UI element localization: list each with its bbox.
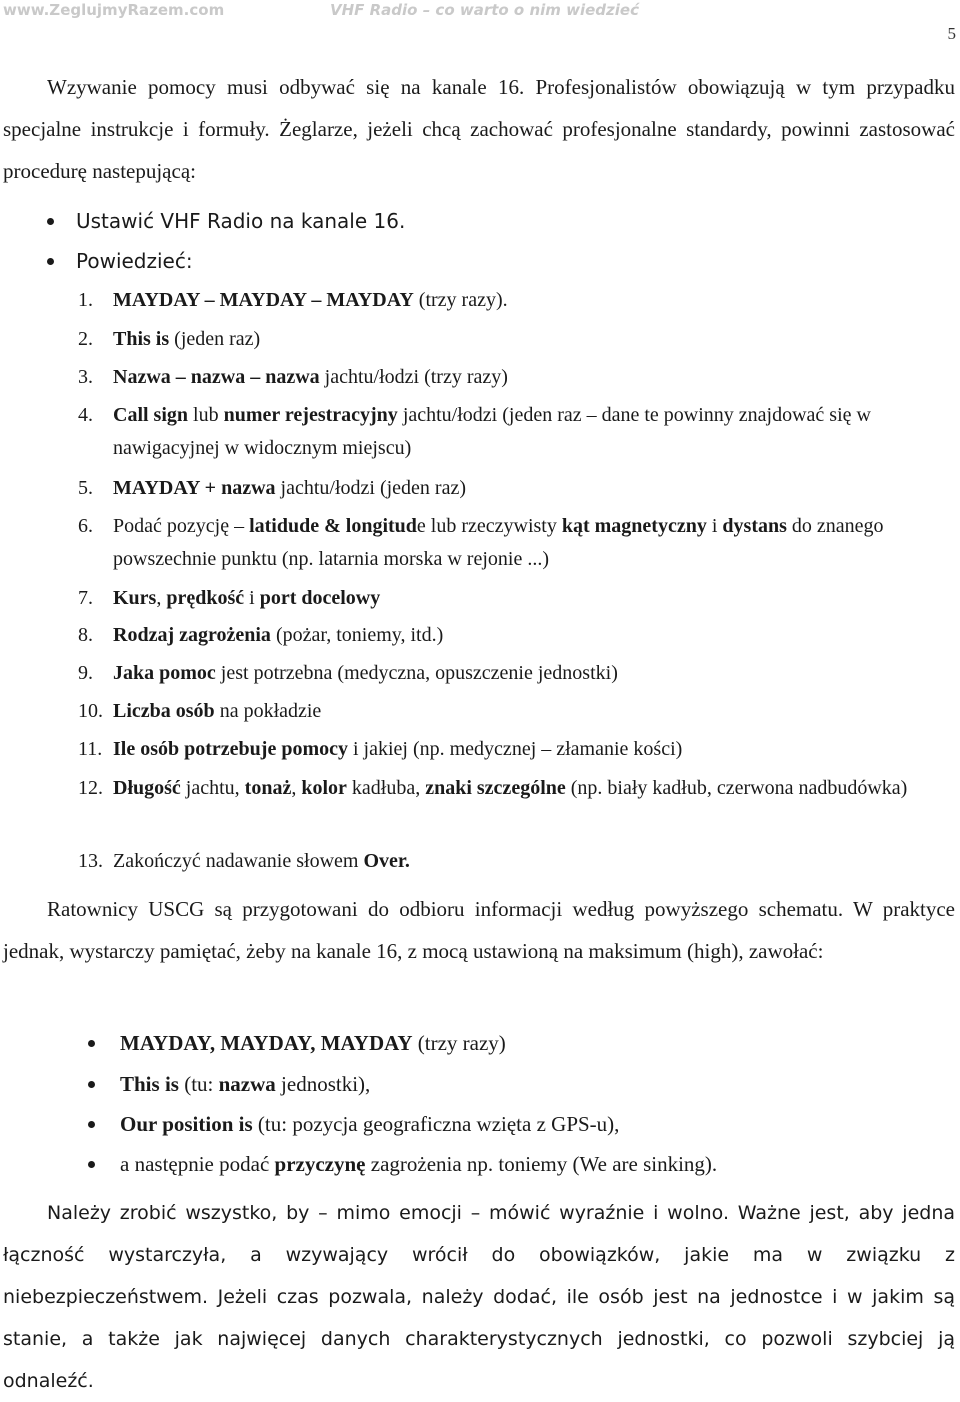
bullet-dot-icon <box>47 258 54 265</box>
text-run: jachtu/łodzi (trzy razy) <box>319 366 508 388</box>
text-run: , <box>291 777 302 799</box>
closing-paragraph: Należy zrobić wszystko, by – mimo emocji – mówić wyraźnie i wolno. Ważne jest, aby jedna łączność wystarczyła, a wzywający wrócił do obowiązków, jakie ma w związku z niebezpieczeństwem. Jeżeli czas pozwala, należy dodać, ile osób jest na jednostce i w jakim są stanie, a także jak najwięcej danych charakterystycznych jednostki, co pozwoli szybciej ją odnaleźć. <box>3 1202 955 1392</box>
bullet-dot-icon <box>88 1040 95 1047</box>
step-text <box>113 772 938 805</box>
page-header <box>0 0 960 22</box>
step-item <box>78 323 938 356</box>
bold-text: Nazwa – nazwa – nazwa <box>113 366 320 388</box>
step-text <box>113 472 938 505</box>
call-bullet-text <box>120 1148 717 1180</box>
step-text <box>113 619 938 652</box>
bold-text: Liczba osób <box>113 700 215 722</box>
step-text <box>113 695 938 728</box>
step-item <box>78 472 938 505</box>
bold-text: This is <box>113 328 170 350</box>
step-item <box>78 582 938 615</box>
bold-text: kolor <box>301 777 347 799</box>
step-text <box>113 510 938 576</box>
bold-text: MAYDAY + nazwa <box>113 477 276 499</box>
bold-text: znaki szczególne <box>425 777 566 799</box>
bold-text: Our position is <box>120 1112 253 1136</box>
text-run: i <box>706 515 723 537</box>
bold-text: Over. <box>363 850 410 872</box>
step-item <box>78 772 938 805</box>
step-number: 7. <box>78 587 93 609</box>
step-number: 13. <box>78 850 103 872</box>
intro-paragraph: Wzywanie pomocy musi odbywać się na kanale 16. Profesjonalistów obowiązują w tym przypadku specjalne instrukcje i formuły. Żeglarze, jeżeli chcą zachować profesjonalne standardy, powinni zastosować procedurę nastepującą: <box>3 75 955 183</box>
text-run: lub <box>188 404 224 426</box>
step-text <box>113 733 938 766</box>
bold-text: MAYDAY – MAYDAY – MAYDAY <box>113 289 414 311</box>
call-bullet-text <box>120 1108 619 1140</box>
bullet-text: Powiedzieć: <box>76 249 193 273</box>
step-number: 8. <box>78 624 93 646</box>
bold-text: Rodzaj zagrożenia <box>113 624 271 646</box>
step-text <box>113 582 938 615</box>
bold-text: Jaka pomoc <box>113 662 216 684</box>
text-run: jachtu, <box>180 777 245 799</box>
bold-text: prędkość <box>166 587 245 609</box>
bullet-dot-icon <box>47 218 54 225</box>
step-number: 4. <box>78 404 93 426</box>
bold-text: numer rejestracyjny <box>223 404 398 426</box>
bold-text: nazwa <box>218 1072 276 1096</box>
step-item <box>78 657 938 690</box>
text-run: (pożar, toniemy, itd.) <box>270 624 444 646</box>
bold-text: This is <box>120 1072 179 1096</box>
text-run: kadłuba, <box>346 777 426 799</box>
step-number: 2. <box>78 328 93 350</box>
step-item <box>78 695 938 728</box>
step-text <box>113 845 938 878</box>
bullet-text: Ustawić VHF Radio na kanale 16. <box>76 209 406 233</box>
bold-text: Call sign <box>113 404 189 426</box>
text-run: jachtu/łodzi (jeden raz) <box>275 477 466 499</box>
step-text <box>113 657 938 690</box>
text-run: do znanego powszechnie punktu (np. latarnia morska w rejonie ...) <box>113 515 884 570</box>
bold-text: latidude & longitud <box>249 515 417 537</box>
bold-text: Długość <box>113 777 181 799</box>
step-number: 12. <box>78 777 103 799</box>
bold-text: Ile osób potrzebuje pomocy <box>113 738 348 760</box>
text-run: Podać pozycję – <box>113 515 250 537</box>
bullet-dot-icon <box>88 1121 95 1128</box>
step-text <box>113 399 938 465</box>
site-url: www.ZeglujmyRazem.com <box>3 1 225 19</box>
step-item <box>78 284 938 317</box>
bold-text: MAYDAY, MAYDAY, MAYDAY <box>120 1031 413 1055</box>
text-run: Zakończyć nadawanie słowem <box>113 850 364 872</box>
text-run: jachtu/łodzi (jeden raz – dane te powinny znajdować się w nawigacyjnej w widocznym miejscu) <box>113 404 871 459</box>
step-item <box>78 845 938 878</box>
step-number: 11. <box>78 738 103 760</box>
bullet-dot-icon <box>88 1161 95 1168</box>
page-number: 5 <box>947 24 956 43</box>
text-run: e lub rzeczywisty <box>416 515 562 537</box>
step-text <box>113 323 938 356</box>
step-number: 10. <box>78 700 103 722</box>
step-item <box>78 361 938 394</box>
step-number: 5. <box>78 477 93 499</box>
step-number: 3. <box>78 366 93 388</box>
step-number: 1. <box>78 289 93 311</box>
step-text <box>113 361 938 394</box>
step-item <box>78 399 938 465</box>
text-run: a następnie podać <box>120 1152 275 1176</box>
step-item <box>78 510 938 576</box>
bold-text: port docelowy <box>259 587 381 609</box>
text-run: (np. biały kadłub, czerwona nadbudówka) <box>565 777 908 799</box>
bold-text: tonaż <box>244 777 292 799</box>
step-number: 9. <box>78 662 93 684</box>
call-bullet-text <box>120 1068 370 1100</box>
bold-text: Kurs <box>113 587 157 609</box>
text-run: i <box>244 587 260 609</box>
bullet-dot-icon <box>88 1081 95 1088</box>
step-text <box>113 284 938 317</box>
text-run: i jakiej (np. medycznej – złamanie kości) <box>347 738 683 760</box>
step-item <box>78 619 938 652</box>
text-run: jest potrzebna (medyczna, opuszczenie jednostki) <box>215 662 618 684</box>
step-number: 6. <box>78 515 93 537</box>
bold-text: przyczynę <box>274 1152 366 1176</box>
middle-paragraph: Ratownicy USCG są przygotowani do odbioru informacji według powyższego schematu. W praktyce jednak, wystarczy pamiętać, żeby na kanale 16, z mocą ustawioną na maksimum (high), zawołać: <box>3 897 955 963</box>
text-run: (trzy razy). <box>413 289 508 311</box>
bold-text: dystans <box>722 515 787 537</box>
call-bullet-text <box>120 1027 506 1059</box>
step-item <box>78 733 938 766</box>
text-run: (tu: pozycja geograficzna wzięta z GPS-u), <box>252 1112 620 1136</box>
text-run: jednostki), <box>275 1072 371 1096</box>
bold-text: kąt magnetyczny <box>561 515 707 537</box>
text-run: (trzy razy) <box>412 1031 506 1055</box>
text-run: (tu: <box>178 1072 219 1096</box>
text-run: , <box>156 587 167 609</box>
text-run: (jeden raz) <box>169 328 261 350</box>
document-title: VHF Radio – co warto o nim wiedzieć <box>330 1 639 19</box>
text-run: zagrożenia np. toniemy (We are sinking). <box>365 1152 718 1176</box>
text-run: na pokładzie <box>214 700 322 722</box>
